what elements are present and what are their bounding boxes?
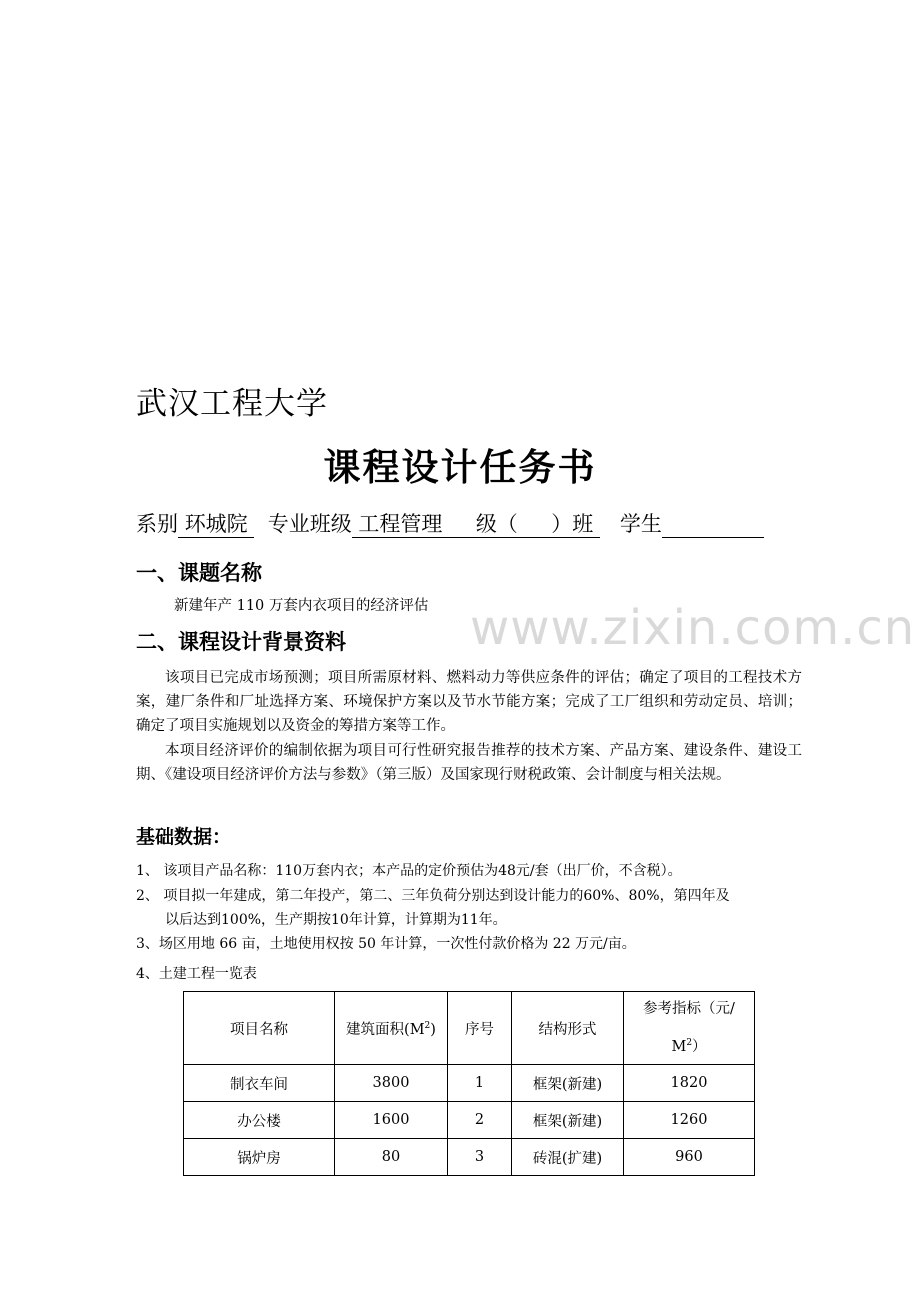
header-structure: 结构形式 bbox=[512, 992, 624, 1065]
major-label: 专业班级 bbox=[267, 512, 352, 536]
document-title: 课程设计任务书 bbox=[323, 446, 597, 489]
cell-area: 80 bbox=[335, 1139, 448, 1176]
cell-ref: 1260 bbox=[624, 1102, 755, 1139]
basic-data-item-1: 1、 该项目产品名称：110万套内衣；本产品的定价预估为48元/套（出厂价，不含税）。 bbox=[136, 863, 682, 879]
cell-area: 3800 bbox=[335, 1065, 448, 1102]
basic-data-heading: 基础数据： bbox=[136, 826, 232, 848]
cell-area: 1600 bbox=[335, 1102, 448, 1139]
header-sequence: 序号 bbox=[448, 992, 512, 1065]
major-class-field: 工程管理 级（ ）班 bbox=[352, 512, 600, 538]
cell-seq: 2 bbox=[448, 1102, 512, 1139]
basic-data-item-2 bbox=[136, 884, 802, 932]
cell-structure: 框架(新建) bbox=[512, 1102, 624, 1139]
header-building-area: 建筑面积$(M^2)$ bbox=[335, 992, 448, 1065]
civil-works-table bbox=[183, 991, 755, 1176]
section1-heading: 一、课题名称 bbox=[136, 561, 262, 585]
table-row bbox=[184, 1065, 755, 1102]
university-name: 武汉工程大学 bbox=[136, 386, 328, 422]
table-row bbox=[184, 1139, 755, 1176]
dept-label: 系别 bbox=[136, 512, 178, 536]
info-line bbox=[136, 508, 764, 538]
basic-data-item-4: 4、土建工程一览表 bbox=[136, 966, 257, 982]
background-paragraph-2: 本项目经济评价的编制依据为项目可行性研究报告推荐的技术方案、产品方案、建设条件、建设工期、《建设项目经济评价方法与参数》（第三版）及国家现行财税政策、会计制度与相关法规。 bbox=[136, 743, 802, 783]
cell-name: 办公楼 bbox=[184, 1102, 335, 1139]
student-field bbox=[662, 512, 764, 538]
cell-structure: 砖混(扩建) bbox=[512, 1139, 624, 1176]
cell-ref: 1820 bbox=[624, 1065, 755, 1102]
cell-structure: 框架(新建) bbox=[512, 1065, 624, 1102]
header-project-name: 项目名称 bbox=[184, 992, 335, 1065]
basic-data-item-3: 3、场区用地 66 亩，土地使用权按 50 年计算，一次性付款价格为 22 万元/亩。 bbox=[136, 936, 636, 952]
table-row bbox=[184, 1102, 755, 1139]
header-reference-index: 参考指标（元/ $M^2$） bbox=[624, 992, 755, 1065]
cell-ref: 960 bbox=[624, 1139, 755, 1176]
cell-name: 锅炉房 bbox=[184, 1139, 335, 1176]
student-label: 学生 bbox=[619, 512, 662, 536]
basic-data-item-2-line1: 2、 项目拟一年建成，第二年投产，第二、三年负荷分别达到设计能力的60%、80%，第四年及 bbox=[136, 888, 730, 904]
basic-data-item-2-line2: 以后达到100%，生产期按10年计算，计算期为11年。 bbox=[165, 912, 507, 928]
watermark: www.zixin.com.cn bbox=[470, 600, 916, 656]
dept-field: 环城院 bbox=[178, 512, 254, 538]
cell-seq: 1 bbox=[448, 1065, 512, 1102]
table-header-row bbox=[184, 992, 755, 1065]
topic-title: 新建年产 110 万套内衣项目的经济评估 bbox=[174, 598, 429, 614]
cell-name: 制衣车间 bbox=[184, 1065, 335, 1102]
background-paragraph-1: 该项目已完成市场预测；项目所需原材料、燃料动力等供应条件的评估；确定了项目的工程技术方案，建厂条件和厂址选择方案、环境保护方案以及节水节能方案；完成了工厂组织和劳动定员、培训；确定了项目实施规划以及资金的筹措方案等工作。 bbox=[136, 670, 802, 734]
cell-seq: 3 bbox=[448, 1139, 512, 1176]
section2-heading: 二、课程设计背景资料 bbox=[136, 630, 346, 654]
